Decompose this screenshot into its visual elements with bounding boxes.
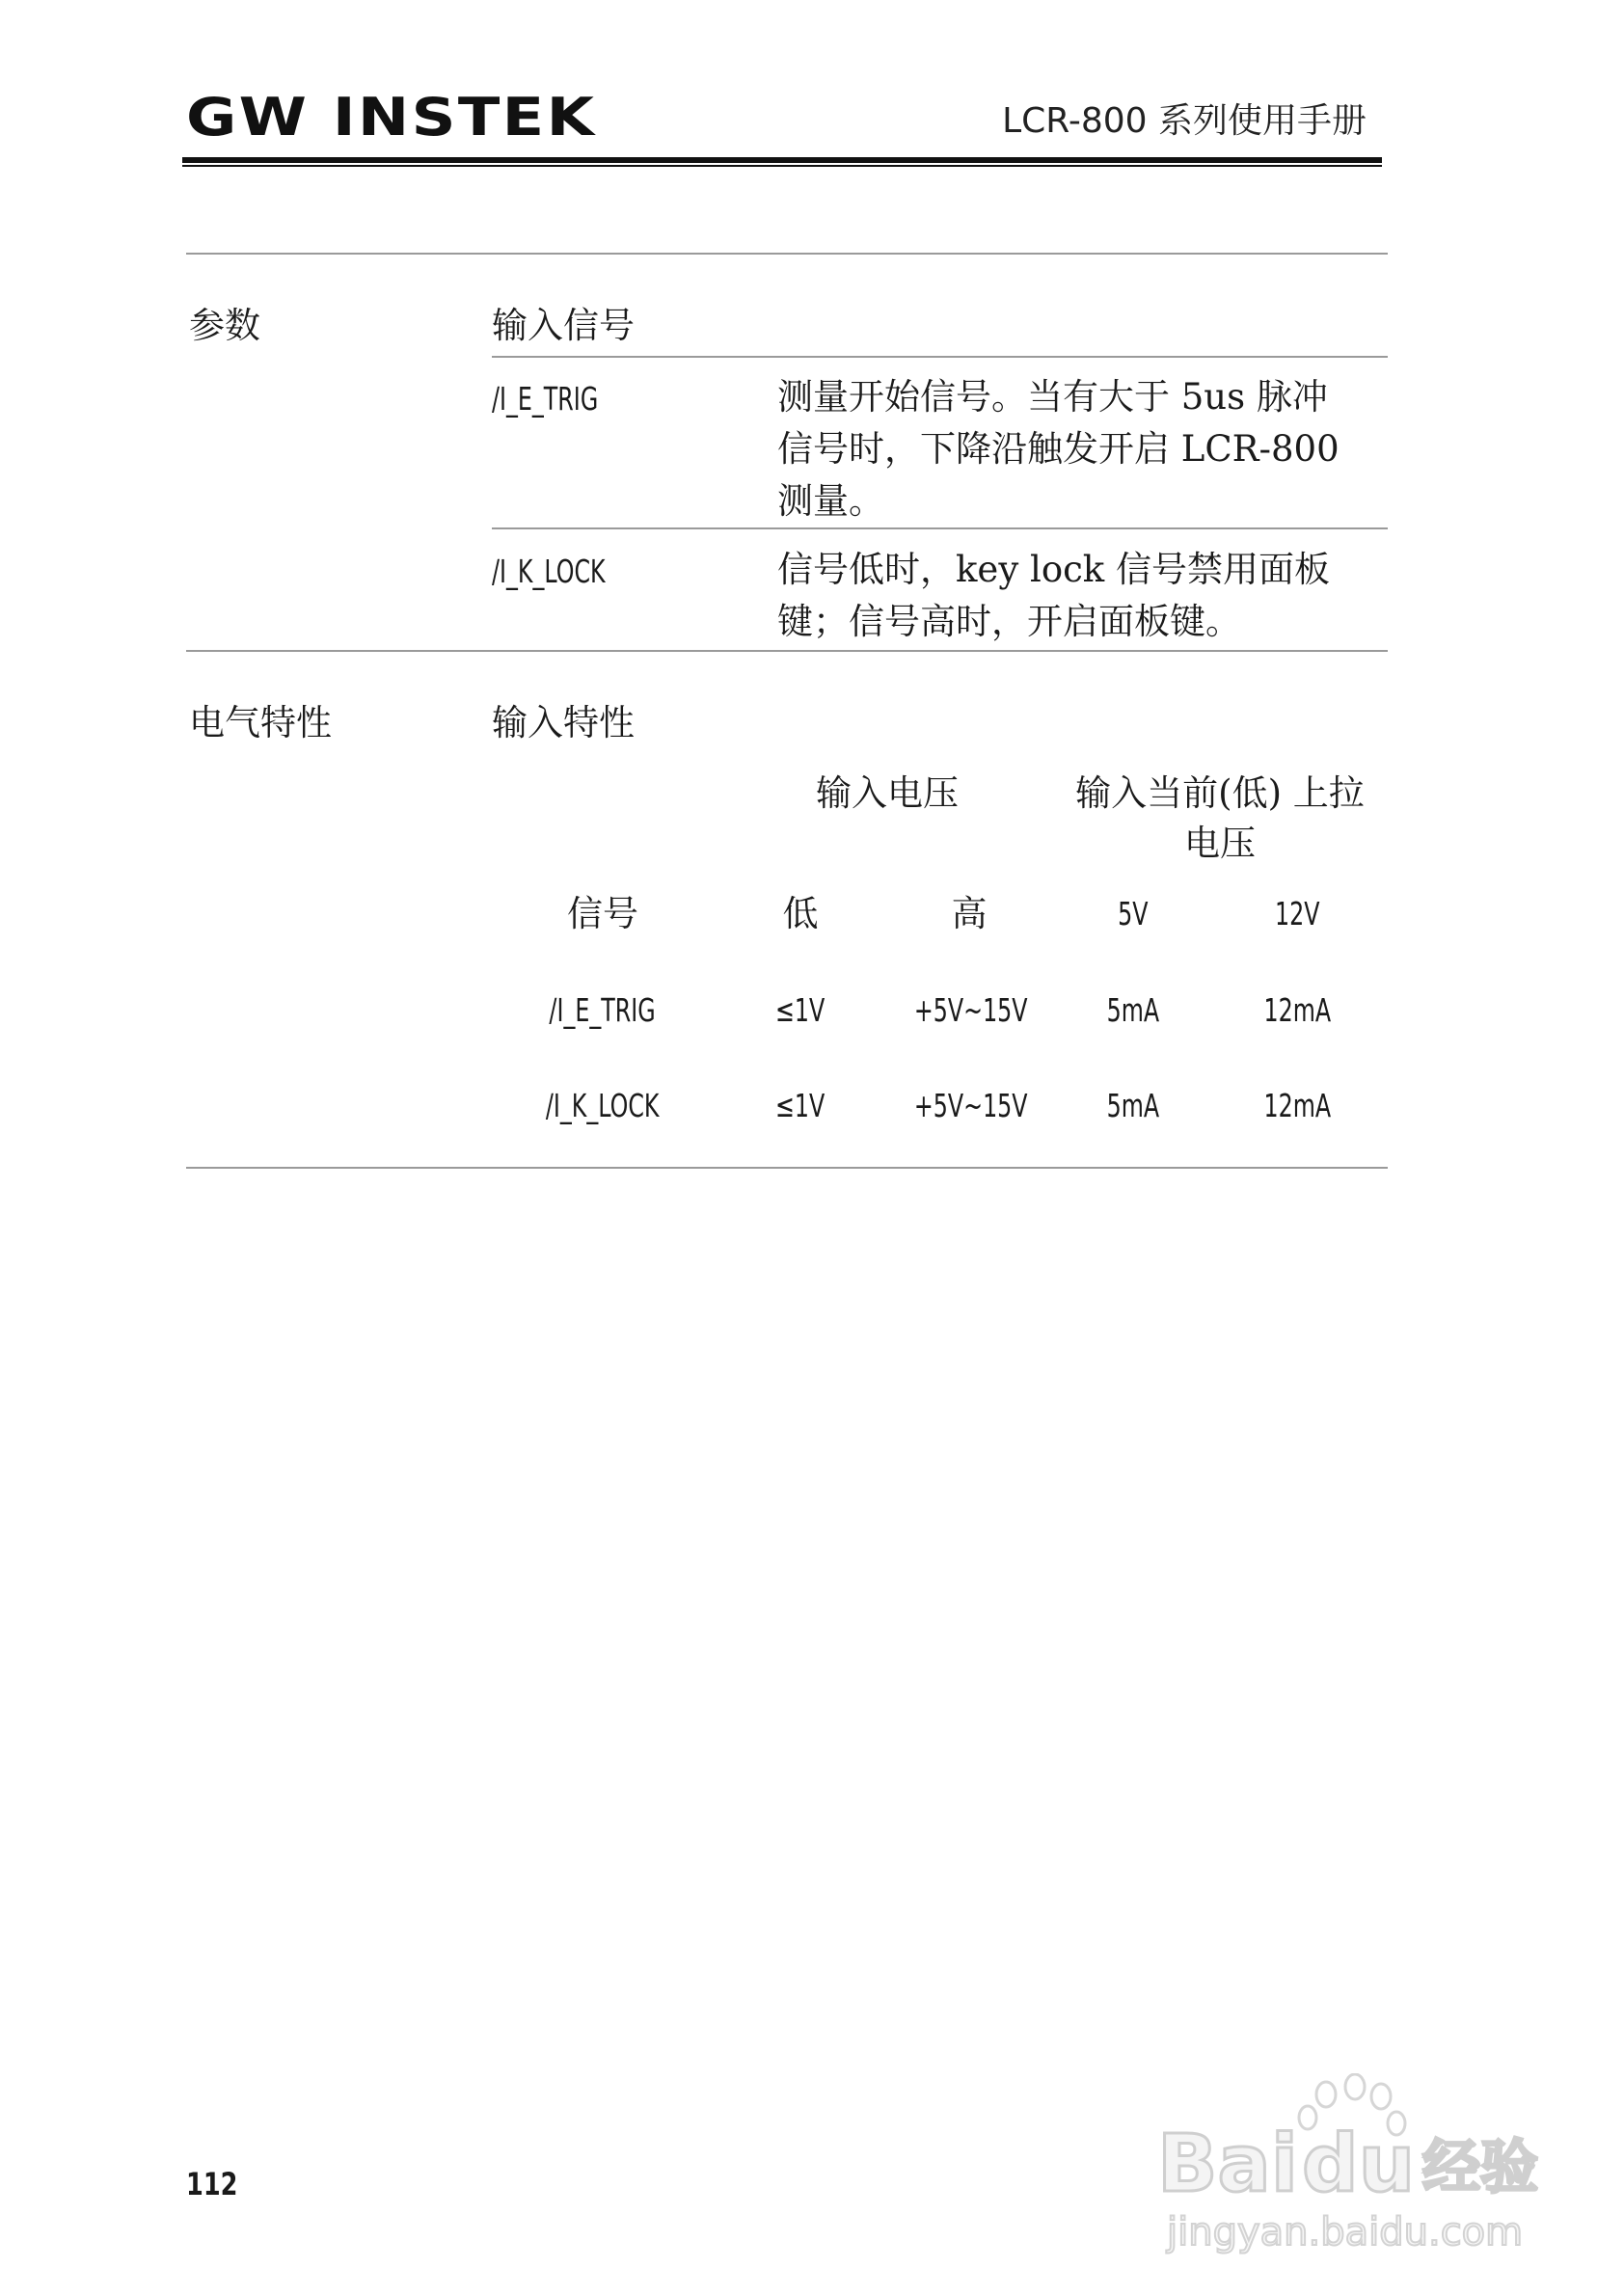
group-header-input-voltage: 输入电压 [816, 772, 959, 814]
section-title-input-signals: 输入信号 [492, 305, 635, 346]
table-cell-low: ≤1V [775, 1087, 826, 1124]
col-header-12v: 12V [1274, 895, 1320, 932]
page-number: 112 [186, 2166, 238, 2202]
table-cell-signal: /I_E_TRIG [549, 991, 657, 1029]
signal-name-k-lock: /I_K_LOCK [492, 553, 606, 590]
signal-desc-line: 测量。 [777, 480, 884, 522]
table-top-rule [186, 253, 1388, 255]
baidu-watermark [1157, 2073, 1562, 2266]
svg-text:jingyan.baidu.com: jingyan.baidu.com [1167, 2210, 1524, 2255]
svg-text:du: du [1302, 2119, 1416, 2210]
signal-desc-line: 信号时，下降沿触发开启 LCR-800 [777, 428, 1340, 470]
section-divider-rule [186, 650, 1388, 652]
table-cell-signal: /I_K_LOCK [546, 1087, 660, 1124]
svg-text:Bai: Bai [1157, 2119, 1298, 2210]
table-cell-12v: 12mA [1263, 1087, 1331, 1124]
section-title-input-characteristics: 输入特性 [492, 702, 635, 743]
signal-name-e-trig: /I_E_TRIG [492, 380, 599, 418]
group-header-line: 输入当前(低) 上拉 [1075, 772, 1365, 814]
section-label-parameters: 参数 [189, 305, 260, 346]
manual-title: LCR-800 系列使用手册 [1002, 101, 1367, 141]
signal-desc-k-lock [777, 544, 1330, 648]
gw-instek-logo: GW INSTEK [186, 87, 597, 148]
table-cell-high: +5V~15V [913, 1087, 1028, 1124]
table-cell-12v: 12mA [1263, 991, 1331, 1029]
col-header-signal: 信号 [567, 893, 638, 934]
signal-desc-e-trig [777, 371, 1340, 527]
col-header-high: 高 [951, 893, 988, 934]
signal-desc-line: 键；信号高时，开启面板键。 [777, 601, 1241, 642]
table-cell-low: ≤1V [775, 991, 826, 1029]
section1-sub-rule [492, 356, 1388, 358]
header-rule-thin [182, 165, 1382, 167]
signal-desc-line: 测量开始信号。当有大于 5us 脉冲 [777, 376, 1328, 418]
table-cell-5v: 5mA [1106, 991, 1160, 1029]
table-cell-high: +5V~15V [913, 991, 1028, 1029]
group-header-line: 电压 [1184, 823, 1256, 864]
table-cell-5v: 5mA [1106, 1087, 1160, 1124]
table-bottom-rule [186, 1167, 1388, 1169]
group-header-input-current [1046, 769, 1394, 869]
header-rule [182, 157, 1382, 163]
svg-text:经验: 经验 [1422, 2134, 1538, 2201]
signal-row-rule [492, 527, 1388, 529]
col-header-5v: 5V [1118, 895, 1149, 932]
col-header-low: 低 [782, 893, 819, 934]
signal-desc-line: 信号低时，key lock 信号禁用面板 [777, 549, 1330, 590]
section-label-electrical: 电气特性 [189, 702, 332, 743]
